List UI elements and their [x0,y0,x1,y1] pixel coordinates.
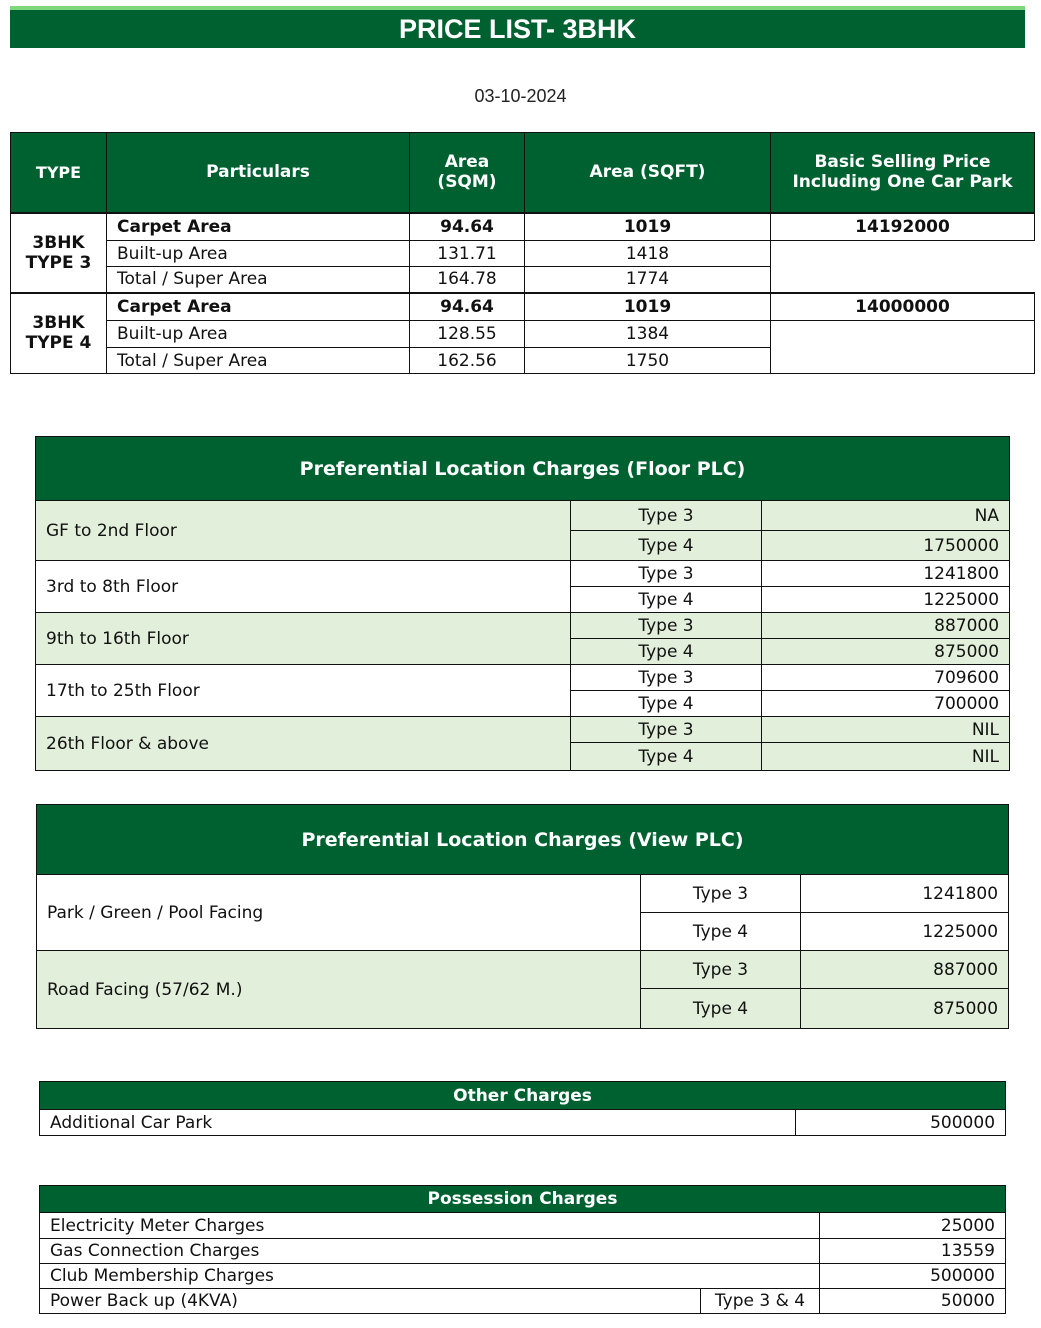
table-row [40,1213,1006,1239]
sqm-cell: 94.64 [410,213,525,241]
sqft-cell: 1750 [525,348,771,374]
plc-value: 887000 [801,951,1009,989]
plc-value: NA [762,501,1010,531]
type-label: Type 4 [641,989,801,1029]
plc-value: 1241800 [801,875,1009,913]
table-row [40,1239,1006,1264]
plc-value: 1241800 [762,561,1010,587]
type-label: Type 3 [641,875,801,913]
type-label: Type 3 [641,951,801,989]
header-area-sqm: Area (SQM) [410,133,525,213]
plc-value: 875000 [762,639,1010,665]
header-basic-selling-price: Basic Selling Price Including One Car Park [771,133,1035,213]
table-row [37,875,1009,913]
table-row [40,1289,1006,1314]
charge-label: Club Membership Charges [40,1264,820,1289]
charge-value: 500000 [796,1110,1006,1136]
table-row [36,717,1010,743]
table-row [37,951,1009,989]
charge-value: 500000 [820,1264,1006,1289]
particular-cell: Built-up Area [107,321,410,348]
type-label: Type 3 [571,665,762,691]
view-label: Park / Green / Pool Facing [37,875,641,951]
header-area-sqft: Area (SQFT) [525,133,771,213]
main-price-table [10,132,1035,374]
charge-label: Electricity Meter Charges [40,1213,820,1239]
type-label: Type 4 [571,639,762,665]
floor-range-label: 17th to 25th Floor [36,665,571,717]
other-charges-table [39,1081,1006,1136]
sqft-cell: 1019 [525,293,771,321]
sqft-cell: 1019 [525,213,771,241]
header-type: TYPE [11,133,107,213]
price-blank-cell [771,241,1035,293]
particular-cell: Carpet Area [107,213,410,241]
price-cell: 14192000 [771,213,1035,241]
sqm-cell: 131.71 [410,241,525,267]
charge-value: 13559 [820,1239,1006,1264]
floor-plc-table [35,436,1010,771]
sqm-cell: 128.55 [410,321,525,348]
sqm-cell: 94.64 [410,293,525,321]
particular-cell: Total / Super Area [107,267,410,293]
floor-range-label: 26th Floor & above [36,717,571,771]
table-row [11,293,1035,321]
sqft-cell: 1384 [525,321,771,348]
type-label: Type 3 [571,717,762,743]
type-label: Type 4 [571,531,762,561]
page-title: PRICE LIST- 3BHK [10,6,1025,48]
table-row [36,561,1010,587]
table-row [36,665,1010,691]
view-plc-title: Preferential Location Charges (View PLC) [37,805,1009,875]
charge-value: 25000 [820,1213,1006,1239]
particular-cell: Built-up Area [107,241,410,267]
other-charges-title: Other Charges [40,1082,1006,1110]
plc-value: 1225000 [801,913,1009,951]
type-cell: 3BHK TYPE 3 [11,213,107,293]
table-row [11,321,1035,348]
plc-value: 887000 [762,613,1010,639]
particular-cell: Carpet Area [107,293,410,321]
sqm-cell: 162.56 [410,348,525,374]
charge-label: Gas Connection Charges [40,1239,820,1264]
view-plc-table [36,804,1009,1029]
possession-charges-title: Possession Charges [40,1186,1006,1213]
charge-label: Additional Car Park [40,1110,796,1136]
table-row [11,213,1035,241]
plc-value: 1225000 [762,587,1010,613]
type-label: Type 4 [571,743,762,771]
table-row [40,1110,1006,1136]
plc-value: NIL [762,717,1010,743]
charge-label: Power Back up (4KVA) [40,1289,701,1314]
table-row [11,241,1035,267]
floor-range-label: GF to 2nd Floor [36,501,571,561]
plc-value: 875000 [801,989,1009,1029]
plc-value: 709600 [762,665,1010,691]
sqm-cell: 164.78 [410,267,525,293]
type-label: Type 4 [571,691,762,717]
sqft-cell: 1774 [525,267,771,293]
charge-value: 50000 [820,1289,1006,1314]
possession-charges-table [39,1185,1006,1314]
type-label: Type 3 [571,501,762,531]
plc-value: 700000 [762,691,1010,717]
type-label: Type 4 [641,913,801,951]
type-cell: 3BHK TYPE 4 [11,293,107,374]
sqft-cell: 1418 [525,241,771,267]
type-label: Type 3 [571,561,762,587]
table-row [36,501,1010,531]
price-blank-cell [771,321,1035,374]
floor-range-label: 9th to 16th Floor [36,613,571,665]
type-label: Type 4 [571,587,762,613]
floor-plc-title: Preferential Location Charges (Floor PLC) [36,437,1010,501]
table-row [40,1264,1006,1289]
type-label: Type 3 & 4 [701,1289,820,1314]
table-row [36,613,1010,639]
plc-value: NIL [762,743,1010,771]
view-label: Road Facing (57/62 M.) [37,951,641,1029]
price-cell: 14000000 [771,293,1035,321]
price-list-date: 03-10-2024 [474,86,567,106]
type-label: Type 3 [571,613,762,639]
floor-range-label: 3rd to 8th Floor [36,561,571,613]
plc-value: 1750000 [762,531,1010,561]
particular-cell: Total / Super Area [107,348,410,374]
header-particulars: Particulars [107,133,410,213]
